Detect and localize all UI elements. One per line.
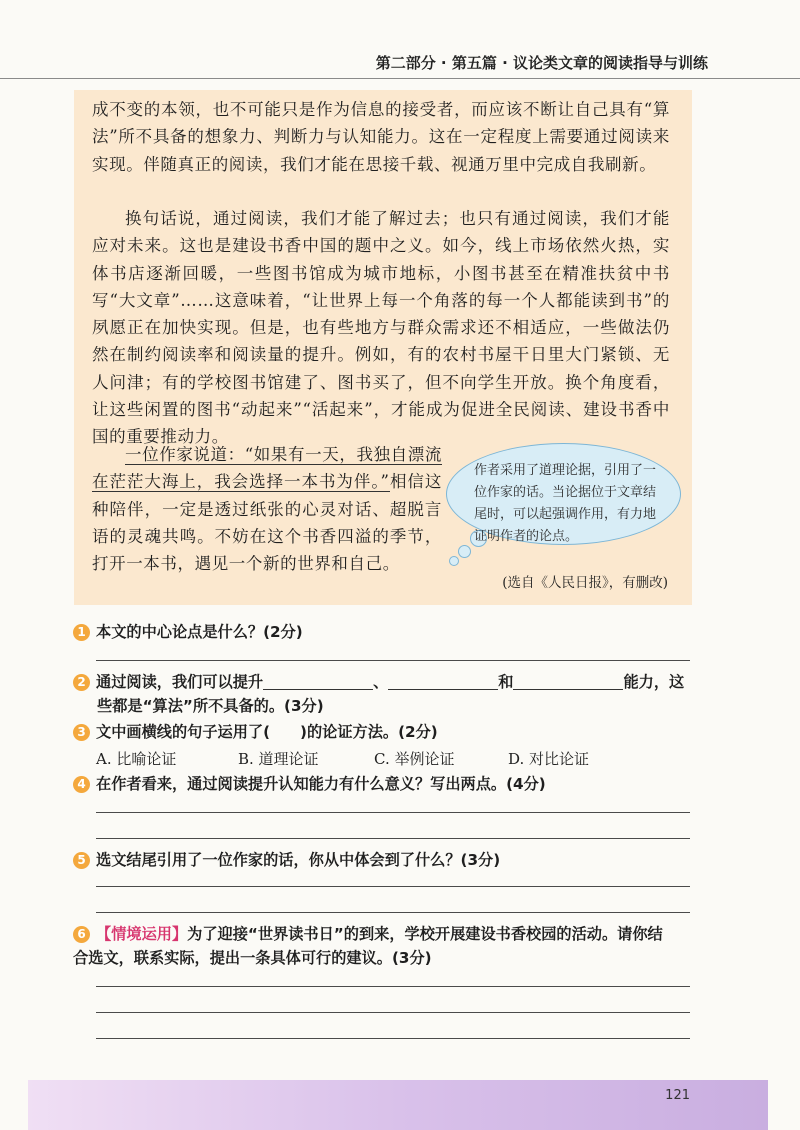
underlined-sentence: 一位作家说道：“如果有一天，我独自漂流在茫茫大海上，我会选择一本书为伴。” [92, 445, 442, 492]
question-text: 文中画横线的句子运用了( [96, 723, 271, 741]
question-text: 在作者看来，通过阅读提升认知能力有什么意义？写出两点。(4分) [96, 775, 546, 793]
answer-blank[interactable] [388, 671, 498, 690]
answer-blank[interactable] [263, 671, 373, 690]
question-text-continued: 些都是“算法”所不具备的。(3分) [97, 697, 324, 715]
separator: 、 [373, 673, 389, 691]
question-number: 5 [73, 852, 90, 869]
page-number: 121 [665, 1088, 690, 1103]
question-2 [73, 670, 695, 718]
question-3 [73, 720, 695, 744]
answer-line[interactable] [96, 912, 690, 913]
answer-line[interactable] [96, 886, 690, 887]
source-citation: (选自《人民日报》，有删改) [502, 575, 668, 591]
answer-line[interactable] [96, 660, 690, 661]
option-d[interactable]: D. 对比论证 [508, 750, 590, 768]
answer-line[interactable] [96, 1038, 690, 1039]
answer-line[interactable] [96, 986, 690, 987]
option-b[interactable]: B. 道理论证 [238, 750, 319, 768]
annotation-text: 作者采用了道理论据，引用了一位作家的话。当论据位于文章结尾时，可以起强调作用，有力地证明作者的论点。 [474, 463, 657, 544]
page-header [0, 0, 800, 79]
passage-paragraph-3 [92, 441, 442, 577]
question-text-continued: 合选文，联系实际，提出一条具体可行的建议。(3分) [73, 949, 432, 967]
situation-tag: 【情境运用】 [96, 925, 188, 943]
answer-line[interactable] [96, 812, 690, 813]
question-text: 为了迎接“世界读书日”的到来，学校开展建设书香校园的活动。请你结 [187, 925, 663, 943]
answer-blank[interactable] [513, 671, 623, 690]
question-text: 选文结尾引用了一位作家的话，你从中体会到了什么？(3分) [96, 851, 501, 869]
question-number: 6 [73, 926, 90, 943]
question-text: 通过阅读，我们可以提升 [96, 673, 264, 691]
separator: 和 [498, 673, 514, 691]
option-a[interactable]: A. 比喻论证 [96, 750, 177, 768]
question-text: )的论证方法。(2分) [300, 723, 438, 741]
bubble-dot-icon [458, 545, 471, 558]
bubble-dot-icon [449, 556, 459, 566]
answer-options [96, 748, 616, 772]
question-4 [73, 772, 695, 796]
footer-bar [28, 1080, 768, 1130]
question-number: 1 [73, 624, 90, 641]
question-5 [73, 848, 695, 872]
question-text: 本文的中心论点是什么？(2分) [96, 623, 303, 641]
answer-line[interactable] [96, 1012, 690, 1013]
question-6 [73, 922, 695, 970]
question-text: 能力，这 [623, 673, 685, 691]
question-number: 4 [73, 776, 90, 793]
answer-line[interactable] [96, 838, 690, 839]
passage-paragraph-1: 成不变的本领，也不可能只是作为信息的接受者，而应该不断让自己具有“算法”所不具备的想象力、判断力与认知能力。这在一定程度上需要通过阅读来实现。伴随真正的阅读，我们才能在思接千载、视通万里中完成自我刷新。 [92, 100, 670, 174]
passage-paragraph-2: 换句话说，通过阅读，我们才能了解过去；也只有通过阅读，我们才能应对未来。这也是建设书香中国的题中之义。如今，线上市场依然火热，实体书店逐渐回暖，一些图书馆成为城市地标，小图书甚至在精准扶贫中书写“大文章”……这意味着，“让世界上每一个角落的每一个人都能读到书”的夙愿正在加快实现。但是，也有些地方与群众需求还不相适应，一些做法仍然在制约阅读率和阅读量的提升。例如，有的农村书屋干日里大门紧锁、无人问津；有的学校图书馆建了、图书买了，但不向学生开放。换个角度看，让这些闲置的图书“动起来”“活起来”，才能成为促进全民阅读、建设书香中国的重要推动力。 [92, 209, 670, 447]
reading-passage [74, 90, 692, 605]
option-c[interactable]: C. 举例论证 [374, 750, 455, 768]
header-title: 第二部分 · 第五篇 · 议论类文章的阅读指导与训练 [375, 54, 708, 72]
question-1 [73, 620, 695, 644]
question-number: 2 [73, 674, 90, 691]
question-number: 3 [73, 724, 90, 741]
passage-paragraph-3-rest: 相信这种陪伴，一定是透过纸张的心灵对话、超脱言语的灵魂共鸣。不妨在这个书香四溢的季节，打开一本书，遇见一个新的世界和自己。 [92, 472, 442, 574]
